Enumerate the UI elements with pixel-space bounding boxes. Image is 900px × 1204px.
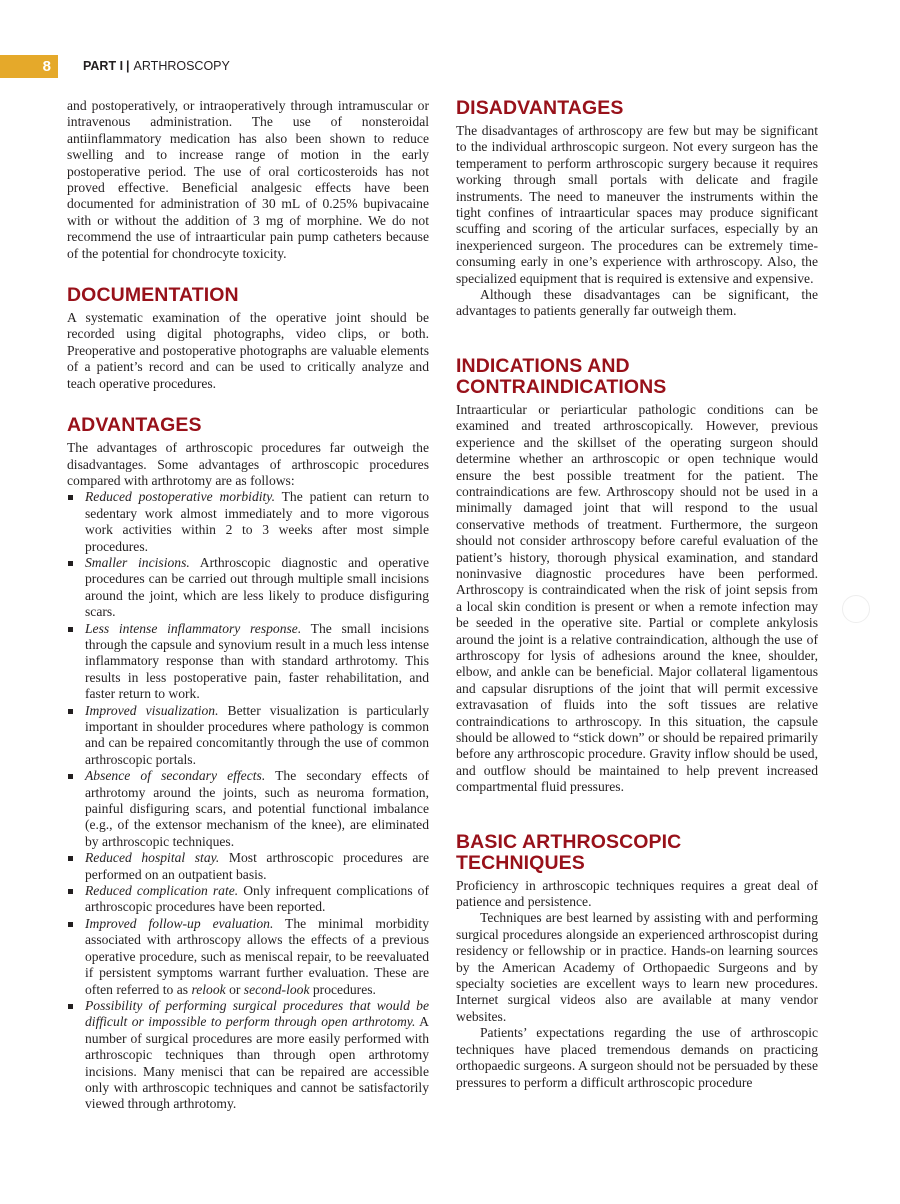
intro-paragraph: and postoperatively, or intraoperatively through intramuscular or intravenous administration. The use of nonsteroidal antiinflammatory medication has also been shown to reduce swelling and to increase range of motion in the early postoperative period. The use of oral corticosteroids has not proved effective. Beneficial analgesic effects have been documented for administration of 30 mL of 0.25% bupivacaine with or without the addition of 3 mg of morphine. We do not recommend the use of intraarticular pain pump catheters because of the potential for chondrocyte toxicity.	[67, 98, 429, 261]
advantages-heading: ADVANTAGES	[67, 414, 202, 437]
page-number: 8	[0, 55, 58, 78]
left-column	[67, 98, 429, 1113]
item-text: Better visualization is particularly important in shoulder procedures where pathology is common and can be repaired concomitantly through the use of common arthroscopic portals.	[85, 702, 429, 767]
item-italic-second-look: second-look	[243, 981, 310, 997]
part-label: PART I	[83, 59, 124, 73]
item-text: A number of surgical procedures are more easily performed with arthroscopic techniques than through open arthrotomy incisions. Many menisci that can be repaired are accessible only with arthroscopic techniques and cannot be satisfactorily viewed through arthrotomy.	[85, 1014, 430, 1112]
list-item	[67, 555, 429, 621]
list-item	[67, 850, 429, 883]
basic-techniques-paragraph-1: Proficiency in arthroscopic techniques requires a great deal of patience and persistence.	[456, 877, 818, 910]
indications-heading-line-2: CONTRAINDICATIONS	[456, 375, 667, 398]
item-term: Reduced complication rate.	[85, 883, 239, 899]
basic-techniques-paragraph-2: Techniques are best learned by assisting with and performing surgical procedures alongside an experienced arthroscopist during residency or fellowship or in practice. Hands-on learning sources by the American Academy of Orthopaedic Surgeons and by specialty societies are excellent ways to learn new procedures. Internet surgical videos also are available at many vendor websites.	[456, 910, 818, 1024]
item-term: Reduced hospital stay.	[85, 850, 220, 866]
basic-techniques-heading-line-2: TECHNIQUES	[456, 851, 585, 874]
running-head-separator: |	[126, 59, 130, 73]
basic-techniques-heading	[456, 832, 818, 874]
indications-heading	[456, 356, 818, 398]
item-term: Smaller incisions.	[85, 554, 190, 570]
basic-techniques-section	[456, 832, 818, 1091]
item-text: Only infrequent complications of arthroscopic procedures have been reported.	[85, 883, 429, 915]
list-item	[67, 916, 429, 998]
indications-heading-line-1: INDICATIONS AND	[456, 354, 630, 377]
documentation-section	[67, 285, 429, 392]
item-term: Improved follow-up evaluation.	[85, 915, 274, 931]
right-column	[456, 98, 818, 1091]
disadvantages-paragraph-1: The disadvantages of arthroscopy are few but may be significant to the individual arthroscopic surgeon. Not every surgeon has the temperament to perform arthroscopic surgery because it requires working through small portals with delicate and fragile instruments. The need to maneuver the instruments within the tight confines of intraarticular spaces may produce significant scuffing and scoring of the articular surfaces, especially by an inexperienced surgeon. The procedures can be extremely time-consuming early in one’s experience with arthroscopy. Also, the specialized equipment that is required is extensive and expensive.	[456, 123, 818, 286]
running-header	[0, 55, 900, 78]
item-term: Absence of secondary effects.	[85, 768, 266, 784]
advantages-list	[67, 489, 429, 1112]
advantages-section	[67, 415, 429, 1113]
item-text: The patient can return to sedentary work almost immediately and to more vigorous work activities within 2 to 3 weeks after most simple procedures.	[85, 489, 429, 554]
watermark-icon	[842, 595, 870, 623]
item-text: Arthroscopic diagnostic and operative procedures can be carried out through multiple small incisions around the joint, which are less likely to produce disfiguring scars.	[85, 554, 430, 620]
indications-paragraph: Intraarticular or periarticular pathologic conditions can be examined and treated arthroscopically. However, previous experience and the skillset of the operating surgeon should determine whether an arthroscopic or open technique would ensure the best possible treatment for the patient. The contraindications are few. Arthroscopy should not be used in a minimally damaged joint that will respond to the usual conservative methods of treatment. Furthermore, the surgeon should not consider arthroscopy before careful evaluation of the patient’s history, thorough physical examination, and standard noninvasive diagnostic procedures have been performed. Arthroscopy is contraindicated when the risk of joint sepsis from a local skin condition is present or when a remote infection may be seeded in the operative site. Partial or complete ankylosis around the joint is a relative contraindication, although the use of arthroscopy for lysis of adhesions around the knee, shoulder, elbow, and ankle can be beneficial. Major collateral ligamentous and capsular disruptions of the joint that will permit excessive extravasation of fluids into the soft tissues are relative contraindications to arthroscopy. In this situation, the capsule should be allowed to “stick down” or should be repaired primarily before any arthroscopic procedure. Gravity inflow should be used, and outflow should be maintained to help prevent increased compartmental fluid pressures.	[456, 401, 818, 795]
list-item	[67, 489, 429, 555]
disadvantages-heading: DISADVANTAGES	[456, 97, 624, 119]
item-text-end: procedures.	[309, 981, 376, 997]
item-term: Less intense inflammatory response.	[85, 620, 302, 636]
item-text: The secondary effects of arthrotomy around the joints, such as neuroma formation, painful disfiguring scars, and potential functional imbalance (e.g., of the extensor mechanism of the knee), are eliminated by arthroscopic techniques.	[85, 768, 429, 849]
list-item	[67, 998, 429, 1113]
advantages-intro: The advantages of arthroscopic procedures far outweigh the disadvantages. Some advantages of arthroscopic procedures compared with arthrotomy are as follows:	[67, 440, 429, 488]
item-text-mid: or	[225, 981, 244, 997]
list-item	[67, 621, 429, 703]
basic-techniques-heading-line-1: BASIC ARTHROSCOPIC	[456, 830, 682, 853]
disadvantages-paragraph-2: Although these disadvantages can be significant, the advantages to patients generally far outweigh them.	[456, 287, 818, 319]
item-term: Possibility of performing surgical procedures that would be difficult or impossible to perform through open arthrotomy.	[85, 997, 429, 1030]
item-text: The minimal morbidity associated with arthroscopy allows the effects of a previous operative procedure, such as meniscal repair, to be reevaluated if persistent symptoms warrant further evaluation. These are often referred to as	[85, 915, 429, 997]
item-text: Most arthroscopic procedures are performed on an outpatient basis.	[85, 850, 429, 882]
item-term: Reduced postoperative morbidity.	[85, 489, 275, 505]
documentation-heading: DOCUMENTATION	[67, 284, 239, 307]
list-item	[67, 703, 429, 769]
running-head	[83, 55, 230, 78]
list-item	[67, 768, 429, 850]
disadvantages-section	[456, 98, 818, 320]
item-term: Improved visualization.	[85, 702, 219, 718]
basic-techniques-paragraph-3: Patients’ expectations regarding the use of arthroscopic techniques have placed tremendous demands on practicing orthopaedic surgeons. A surgeon should not be persuaded by these pressures to perform a difficult arthroscopic procedure	[456, 1025, 818, 1090]
item-italic-relook: relook	[191, 981, 226, 997]
documentation-paragraph: A systematic examination of the operative joint should be recorded using digital photographs, video clips, or both. Preoperative and postoperative photographs are valuable elements of a patient’s record and can be used to critically analyze and teach operative procedures.	[67, 310, 429, 391]
indications-section	[456, 356, 818, 796]
item-text: The small incisions through the capsule and synovium result in a much less intense inflammatory response than with standard arthrotomy. This results in less postoperative pain, faster rehabilitation, and faster return to work.	[85, 620, 429, 702]
list-item	[67, 883, 429, 916]
part-title: ARTHROSCOPY	[133, 59, 230, 73]
